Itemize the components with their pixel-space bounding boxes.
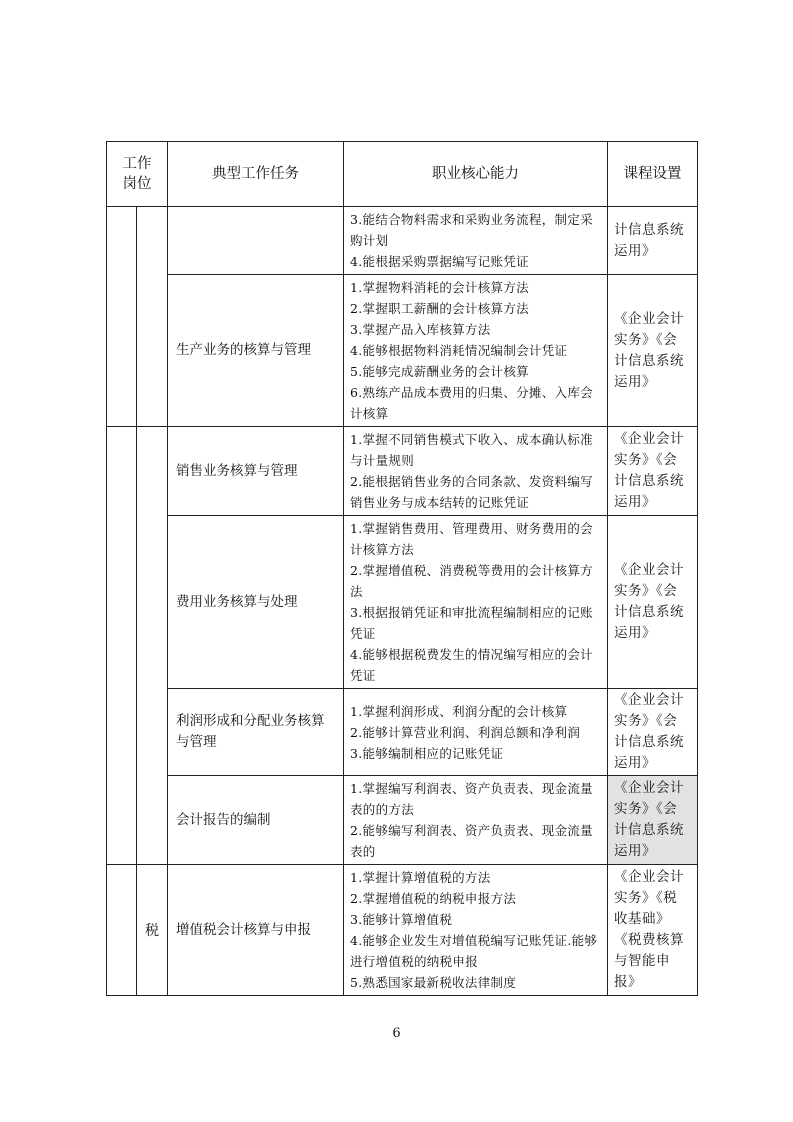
ability-line: 2.能够计算营业利润、利润总额和净利润 <box>350 724 581 740</box>
ability-cell <box>344 689 608 776</box>
task-cell: 生产业务的核算与管理 <box>168 275 344 427</box>
header-task: 典型工作任务 <box>168 142 344 207</box>
page-number: 6 <box>392 1026 401 1041</box>
ability-line: 1.掌握利润形成、利润分配的会计核算 <box>350 703 568 719</box>
course-cell: 《企业会计实务》《会计信息系统运用》 <box>608 689 698 776</box>
ability-line: 1.掌握不同销售模式下收入、成本确认标准与计量规则 <box>350 432 593 468</box>
ability-cell <box>344 207 608 275</box>
table-row <box>107 776 698 865</box>
table-header-row <box>107 142 698 207</box>
task-cell: 利润形成和分配业务核算与管理 <box>168 689 344 776</box>
course-cell: 《企业会计实务》《会计信息系统运用》 <box>608 275 698 427</box>
table-row <box>107 275 698 427</box>
ability-line: 2.能根据销售业务的合同条款、发资料编写销售业务与成本结转的记账凭证 <box>350 474 593 510</box>
tax-label: 税 <box>137 865 168 996</box>
task-cell: 销售业务核算与管理 <box>168 427 344 516</box>
table-row <box>107 516 698 689</box>
ability-cell <box>344 776 608 865</box>
course-cell-highlighted: 《企业会计实务》《会计信息系统运用》 <box>608 776 698 865</box>
table-row <box>107 427 698 516</box>
table-row <box>107 689 698 776</box>
ability-line: 6.熟练产品成本费用的归集、分摊、入库会计核算 <box>350 385 593 421</box>
position-cell <box>107 207 137 427</box>
task-cell <box>168 207 344 275</box>
ability-line: 4.能根据采购票据编写记账凭证 <box>350 254 529 269</box>
ability-line: 5.熟悉国家最新税收法律制度 <box>350 975 517 990</box>
ability-cell <box>344 427 608 516</box>
task-cell: 增值税会计核算与申报 <box>168 865 344 996</box>
ability-line: 4.能够企业发生对增值税编写记账凭证.能够进行增值税的纳税申报 <box>350 933 598 969</box>
ability-line: 2.掌握增值税的纳税申报方法 <box>350 891 517 906</box>
ability-line: 3.能够计算增值税 <box>350 912 453 927</box>
position-cell <box>107 427 137 865</box>
ability-line: 4.能够根据物料消耗情况编制会计凭证 <box>350 343 568 358</box>
ability-cell <box>344 516 608 689</box>
header-ability: 职业核心能力 <box>344 142 608 207</box>
ability-line: 5.能够完成薪酬业务的会计核算 <box>350 364 529 379</box>
task-cell: 会计报告的编制 <box>168 776 344 865</box>
course-cell: 《企业会计实务》《会计信息系统运用》 <box>608 427 698 516</box>
curriculum-table <box>106 141 698 996</box>
table-row <box>107 865 698 996</box>
ability-line: 3.能够编制相应的记账凭证 <box>350 745 504 761</box>
ability-line: 4.能够根据税费发生的情况编写相应的会计凭证 <box>350 647 593 683</box>
course-cell: 《企业会计实务》《会计信息系统运用》 <box>608 516 698 689</box>
course-cell: 《企业会计实务》《税收基础》《税费核算与智能申报》 <box>608 865 698 996</box>
ability-line: 1.掌握物料消耗的会计核算方法 <box>350 280 529 295</box>
ability-line: 2.掌握职工薪酬的会计核算方法 <box>350 301 529 316</box>
ability-line: 1.掌握销售费用、管理费用、财务费用的会计核算方法 <box>350 521 593 557</box>
ability-line: 3.根据报销凭证和审批流程编制相应的记账凭证 <box>350 605 593 641</box>
header-position-text: 工作岗位 <box>122 156 152 192</box>
ability-line: 3.掌握产品入库核算方法 <box>350 322 491 337</box>
ability-line: 1.掌握编写利润表、资产负责表、现金流量表的的方法 <box>350 781 593 817</box>
table-row <box>107 207 698 275</box>
course-cell: 计信息系统运用》 <box>608 207 698 275</box>
position-cell <box>107 865 137 996</box>
ability-line: 2.掌握增值税、消费税等费用的会计核算方法 <box>350 563 593 599</box>
sub-position-cell <box>137 427 168 865</box>
ability-line: 2.能够编写利润表、资产负责表、现金流量表的 <box>350 823 593 859</box>
header-course: 课程设置 <box>608 142 698 207</box>
sub-position-cell <box>137 207 168 427</box>
task-cell: 费用业务核算与处理 <box>168 516 344 689</box>
ability-cell <box>344 275 608 427</box>
header-position <box>107 142 168 207</box>
ability-cell <box>344 865 608 996</box>
ability-line: 1.掌握计算增值税的方法 <box>350 870 491 885</box>
ability-line: 3.能结合物料需求和采购业务流程，制定采购计划 <box>350 212 593 248</box>
